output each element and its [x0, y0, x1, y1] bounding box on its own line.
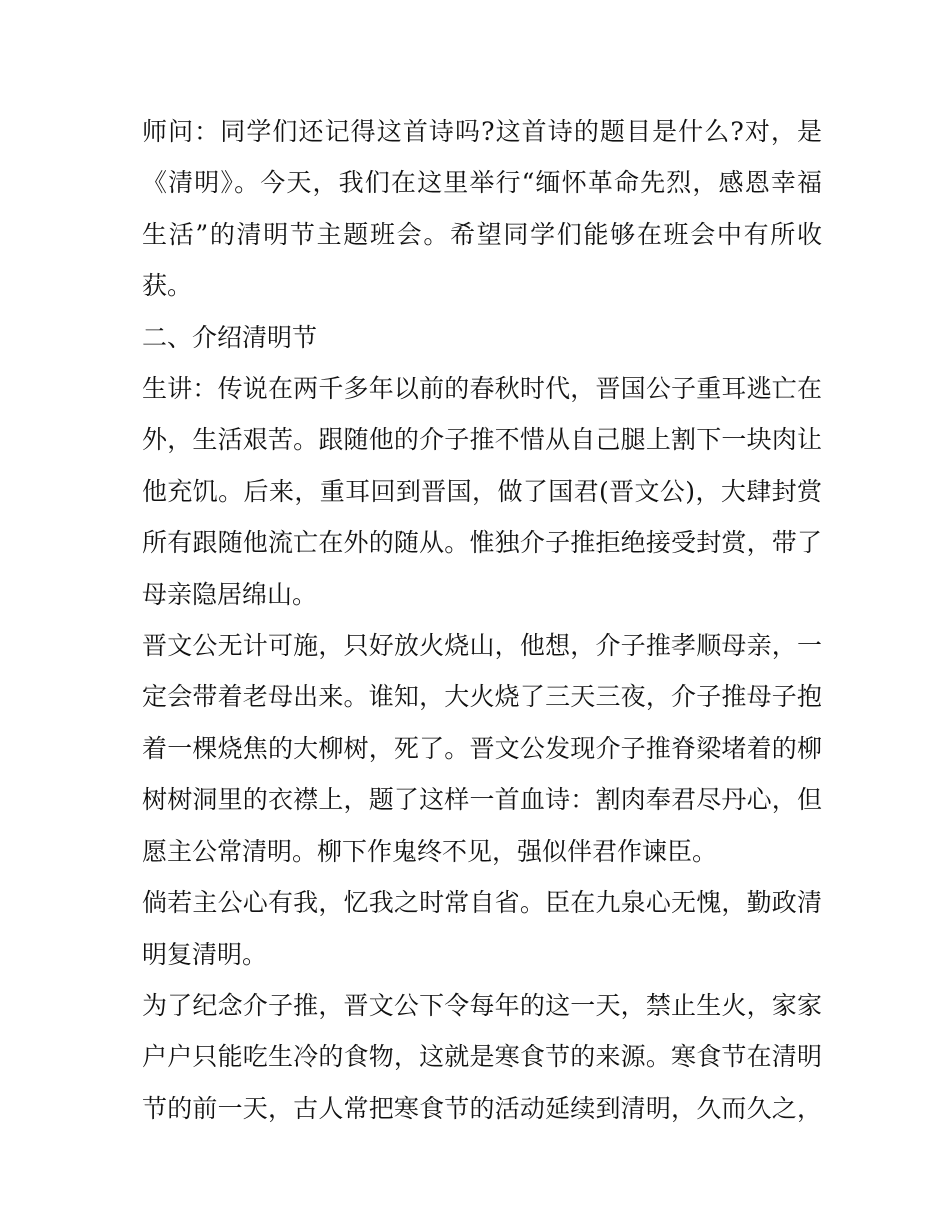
- paragraph-student-story: [142, 363, 822, 620]
- paragraph-cold-food-festival: [142, 980, 822, 1134]
- text-line: 户户只能吃生冷的食物，这就是寒食节的来源。寒食节在清明: [142, 1042, 822, 1072]
- paragraph-teacher-question: [142, 106, 822, 312]
- text-line: 《清明》。今天，我们在这里举行“缅怀革命先烈，感恩幸福: [142, 168, 822, 198]
- text-line: 树树洞里的衣襟上，题了这样一首血诗：割肉奉君尽丹心，但: [142, 785, 822, 815]
- paragraph-poem-continued: [142, 877, 822, 980]
- heading-text: 二、介绍清明节: [142, 322, 318, 352]
- paragraph-story-fire: [142, 620, 822, 877]
- text-line: 明复清明。: [142, 939, 268, 969]
- text-line: 着一棵烧焦的大柳树，死了。晋文公发现介子推脊梁堵着的柳: [142, 733, 822, 763]
- text-line: 愿主公常清明。柳下作鬼终不见，强似伴君作谏臣。: [142, 836, 718, 866]
- text-line: 生讲：传说在两千多年以前的春秋时代，晋国公子重耳逃亡在: [142, 374, 822, 404]
- text-line: 他充饥。后来，重耳回到晋国，做了国君(晋文公)，大肆封赏: [142, 476, 822, 506]
- document-body: [142, 106, 822, 1134]
- text-line: 师问：同学们还记得这首诗吗?这首诗的题目是什么?对，是: [142, 117, 822, 146]
- text-line: 晋文公无计可施，只好放火烧山，他想，介子推孝顺母亲，一: [142, 631, 822, 661]
- text-line: 节的前一天，古人常把寒食节的活动延续到清明，久而久之，: [142, 1093, 822, 1123]
- text-line: 生活”的清明节主题班会。希望同学们能够在班会中有所收: [142, 219, 822, 249]
- text-line: 所有跟随他流亡在外的随从。惟独介子推拒绝接受封赏，带了: [142, 528, 822, 558]
- text-line: 定会带着老母出来。谁知，大火烧了三天三夜，介子推母子抱: [142, 682, 822, 712]
- section-heading: [142, 312, 822, 363]
- text-line: 母亲隐居绵山。: [142, 579, 318, 609]
- text-line: 外，生活艰苦。跟随他的介子推不惜从自己腿上割下一块肉让: [142, 425, 822, 455]
- text-line: 获。: [142, 271, 193, 301]
- text-line: 为了纪念介子推，晋文公下令每年的这一天，禁止生火，家家: [142, 990, 822, 1020]
- text-line: 倘若主公心有我，忆我之时常自省。臣在九泉心无愧，勤政清: [142, 888, 822, 918]
